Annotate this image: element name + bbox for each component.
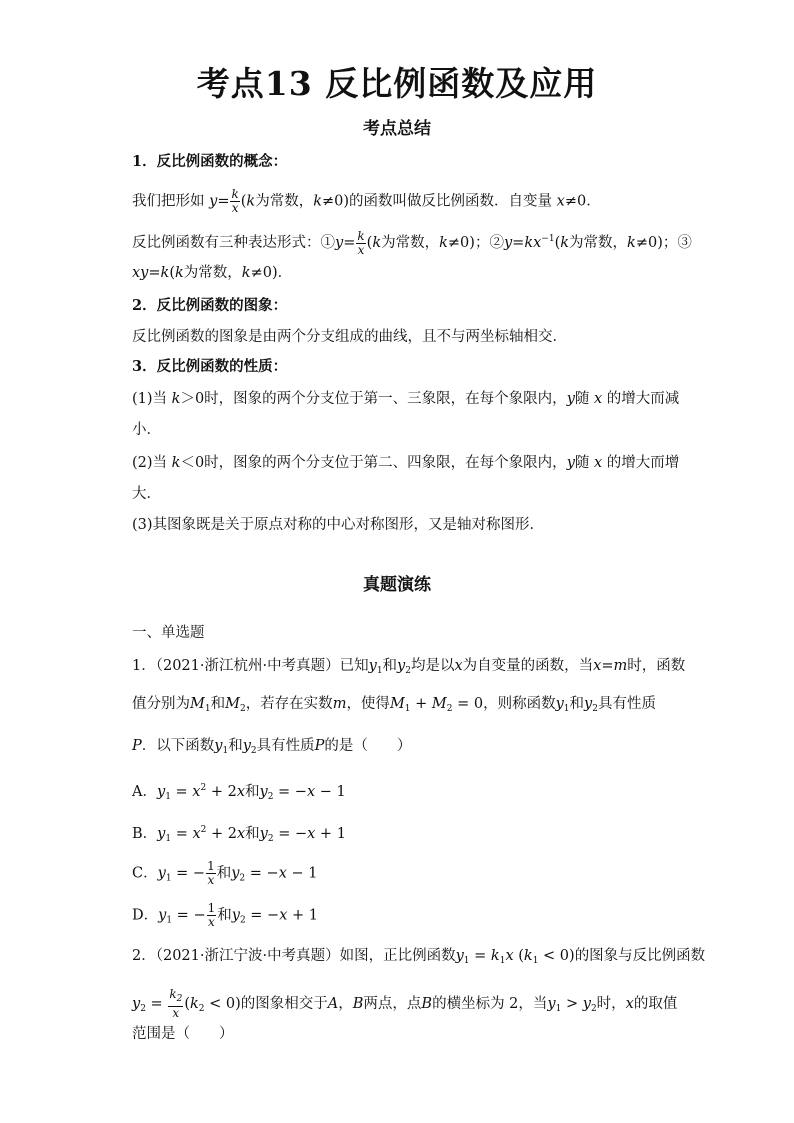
option-d[interactable]: D．$y_1$ = − $\frac{1}{x}$ 和$y_2 = -x + 1$	[132, 901, 318, 929]
question-1-line-3: P．以下函数$y_1$和$y_2$具有性质P的是（ ）	[132, 738, 412, 756]
property-2-line-2: 大．	[132, 486, 161, 502]
summary-heading: 考点总结	[363, 119, 431, 139]
question-1-line-1: 1．（2021·浙江杭州·中考真题）已知$y_1$和$y_2$均是以x为自变量的函数，当x=m时，函数	[132, 658, 686, 676]
property-3: (3)其图象既是关于原点对称的中心对称图形，又是轴对称图形．	[132, 517, 545, 533]
section-3-heading: 3．反比例函数的性质：	[132, 358, 288, 375]
page-title: 考点13 反比例函数及应用	[196, 64, 598, 103]
concept-line-3: xy=k(k为常数，k≠0)．	[132, 265, 293, 281]
option-b[interactable]: B．$y_1 = x^2 + 2x$和$y_2 = -x + 1$	[132, 825, 346, 844]
graph-description: 反比例函数的图象是由两个分支组成的曲线，且不与两坐标轴相交．	[132, 329, 567, 345]
property-2-line-1: (2)当 k＜0时，图象的两个分支位于第二、四象限，在每个象限内，y随 x 的增大而增	[132, 455, 680, 471]
concept-line-1: 我们把形如 y= $\frac{k}{x}$ (k为常数，k≠0)的函数叫做反比例函数．自变量 x≠0．	[132, 187, 601, 215]
practice-heading: 真题演练	[363, 575, 431, 595]
question-2-line-2: $y_2$ = $\frac{k_2}{x}$ $(k_2 < 0)$的图象相交于A，B两点，点B的横坐标为 2，当$y_1 > y_2$时，x的取值	[132, 987, 678, 1020]
option-a[interactable]: A．$y_1 = x^2 + 2x$和$y_2 = -x - 1$	[132, 783, 346, 802]
property-1-line-2: 小．	[132, 422, 161, 438]
option-c[interactable]: C．$y_1$ = − $\frac{1}{x}$ 和$y_2 = -x - 1$	[132, 859, 318, 887]
section-2-heading: 2．反比例函数的图象：	[132, 297, 288, 314]
property-1-line-1: (1)当 k＞0时，图象的两个分支位于第一、三象限，在每个象限内，y随 x 的增大而减	[132, 391, 680, 407]
question-1-line-2: 值分别为$M_1$和$M_2$，若存在实数m，使得$M_1 + M_2 = 0$，则称函数$y_1$和$y_2$具有性质	[132, 696, 656, 714]
question-2-line-3: 范围是（ ）	[132, 1026, 234, 1042]
section-label: 一、单选题	[132, 625, 205, 641]
concept-line-2: 反比例函数有三种表达形式：①y= $\frac{k}{x}$ (k为常数，k≠0)；$②y=kx^{-1}(k$为常数，k≠0)；③	[132, 228, 692, 257]
question-2-line-1: 2．（2021·浙江宁波·中考真题）如图，正比例函数$y_1 = k_1x$ $(k_1 < 0)$的图象与反比例函数	[132, 948, 706, 966]
section-1-heading: 1．反比例函数的概念：	[132, 153, 288, 170]
